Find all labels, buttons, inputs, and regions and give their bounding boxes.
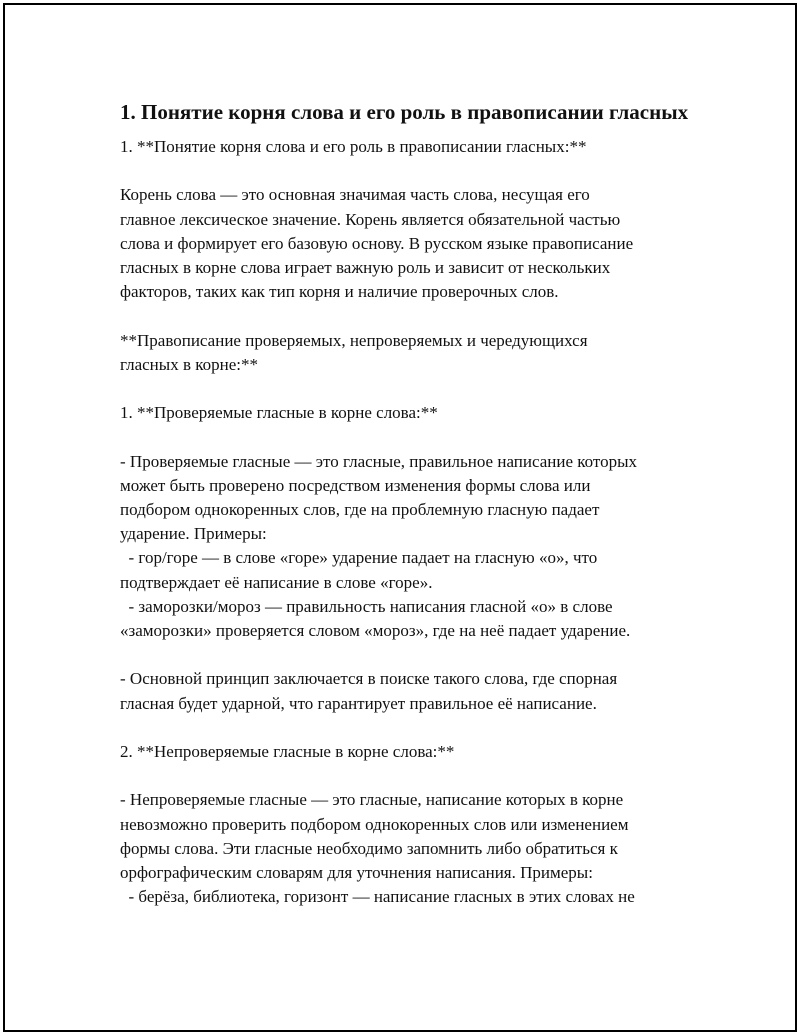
- document-body: [120, 98, 700, 909]
- paragraph-lines: [120, 135, 700, 909]
- text-line: - берёза, библиотека, горизонт — написание гласных в этих словах не: [120, 887, 635, 907]
- text-line: формы слова. Эти гласные необходимо запомнить либо обратиться к: [120, 838, 618, 858]
- text-line: слова и формирует его базовую основу. В русском языке правописание: [120, 233, 634, 253]
- blank-line: [120, 716, 700, 740]
- blank-line: [120, 425, 700, 449]
- text-line: может быть проверено посредством изменения формы слова или: [120, 475, 591, 495]
- text-line: невозможно проверить подбором однокоренных слов или изменением: [120, 814, 629, 834]
- text-line: - гор/горе — в слове «горе» ударение падает на гласную «о», что: [120, 548, 598, 568]
- text-line: факторов, таких как тип корня и наличие проверочных слов.: [120, 282, 559, 302]
- text-line: Корень слова — это основная значимая часть слова, несущая его: [120, 185, 590, 205]
- text-line: главное лексическое значение. Корень является обязательной частью: [120, 209, 621, 229]
- blank-line: [120, 377, 700, 401]
- text-line: подтверждает её написание в слове «горе».: [120, 572, 433, 592]
- text-line: 2. **Непроверяемые гласные в корне слова:**: [120, 741, 455, 761]
- text-line: - заморозки/мороз — правильность написания гласной «о» в слове: [120, 596, 613, 616]
- blank-line: [120, 643, 700, 667]
- text-line: - Непроверяемые гласные — это гласные, написание которых в корне: [120, 790, 624, 810]
- blank-line: [120, 159, 700, 183]
- text-line: гласных в корне:**: [120, 354, 258, 374]
- text-line: гласная будет ударной, что гарантирует правильное её написание.: [120, 693, 597, 713]
- document-page: [3, 3, 797, 1032]
- blank-line: [120, 764, 700, 788]
- blank-line: [120, 304, 700, 328]
- text-line: - Основной принцип заключается в поиске такого слова, где спорная: [120, 669, 618, 689]
- text-line: орфографическим словарям для уточнения написания. Примеры:: [120, 862, 593, 882]
- text-line: **Правописание проверяемых, непроверяемых и чередующихся: [120, 330, 588, 350]
- text-line: «заморозки» проверяется словом «мороз», где на неё падает ударение.: [120, 621, 631, 640]
- text-line: 1. **Проверяемые гласные в корне слова:**: [120, 403, 438, 423]
- section-heading: 1. Понятие корня слова и его роль в правописании гласных: [120, 100, 689, 124]
- text-line: - Проверяемые гласные — это гласные, правильное написание которых: [120, 451, 638, 471]
- text-line: 1. **Понятие корня слова и его роль в правописании гласных:**: [120, 137, 587, 156]
- text-line: подбором однокоренных слов, где на проблемную гласную падает: [120, 499, 600, 519]
- text-line: ударение. Примеры:: [120, 524, 267, 544]
- text-line: гласных в корне слова играет важную роль и зависит от нескольких: [120, 258, 611, 277]
